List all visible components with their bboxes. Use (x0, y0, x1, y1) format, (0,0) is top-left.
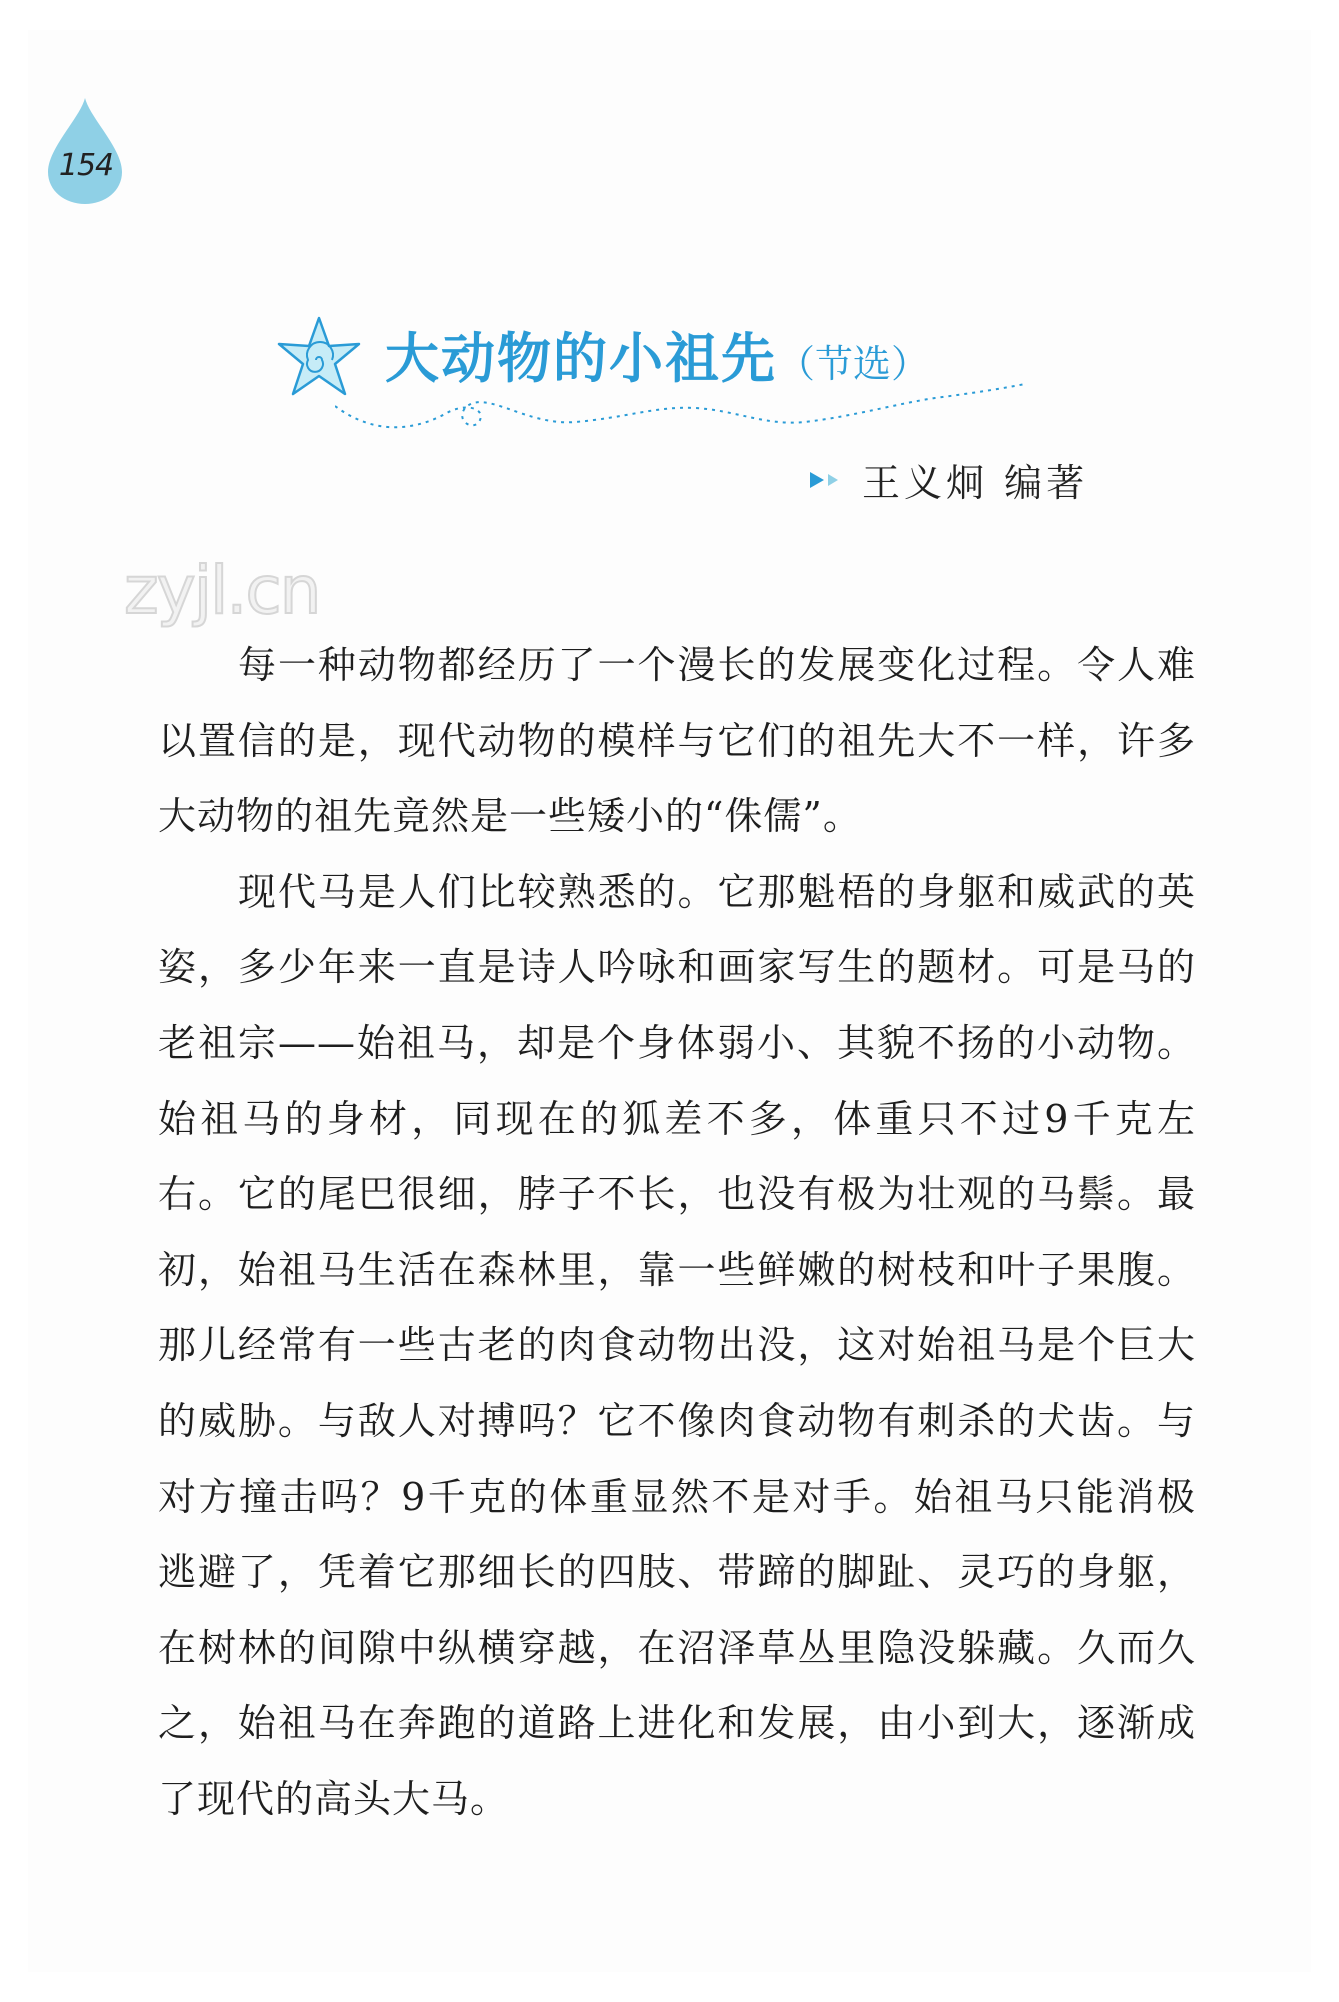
title-note: （节选） (777, 342, 930, 386)
paragraph-2: 现代马是人们比较熟悉的。它那魁梧的身躯和威武的英姿，多少年来一直是诗人吟咏和画家写生的题材。可是马的老祖宗——始祖马，却是个身体弱小、其貌不扬的小动物。始祖马的身材，同现在的狐差不多，体重只不过9千克左右。它的尾巴很细，脖子不长，也没有极为壮观的马鬃。最初，始祖马生活在森林里，靠一些鲜嫩的树枝和叶子果腹。那儿经常有一些古老的肉食动物出没，这对始祖马是个巨大的威胁。与敌人对搏吗？它不像肉食动物有刺杀的犬齿。与对方撞击吗？9千克的体重显然不是对手。始祖马只能消极逃避了，凭着它那细长的四肢、带蹄的脚趾、灵巧的身躯，在树林的间隙中纵横穿越，在沼泽草丛里隐没躲藏。久而久之，始祖马在奔跑的道路上进化和发展，由小到大，逐渐成了现代的高头大马。 (158, 869, 1196, 1821)
title-main: 大动物的小祖先 (385, 327, 777, 390)
title-block (275, 308, 1015, 438)
paragraph-1: 每一种动物都经历了一个漫长的发展变化过程。令人难以置信的是，现代动物的模样与它们的祖先大不一样，许多大动物的祖先竟然是一些矮小的“侏儒”。 (158, 643, 1196, 839)
arrow-icon (808, 468, 850, 492)
author-name: 王义炯 编著 (862, 461, 1089, 505)
article-body (158, 628, 1196, 1838)
page-number: 154 (58, 148, 114, 183)
watermark: zyjl.cn (124, 552, 320, 629)
wavy-dotted-line-icon (335, 378, 1025, 438)
author-row (808, 452, 1089, 505)
